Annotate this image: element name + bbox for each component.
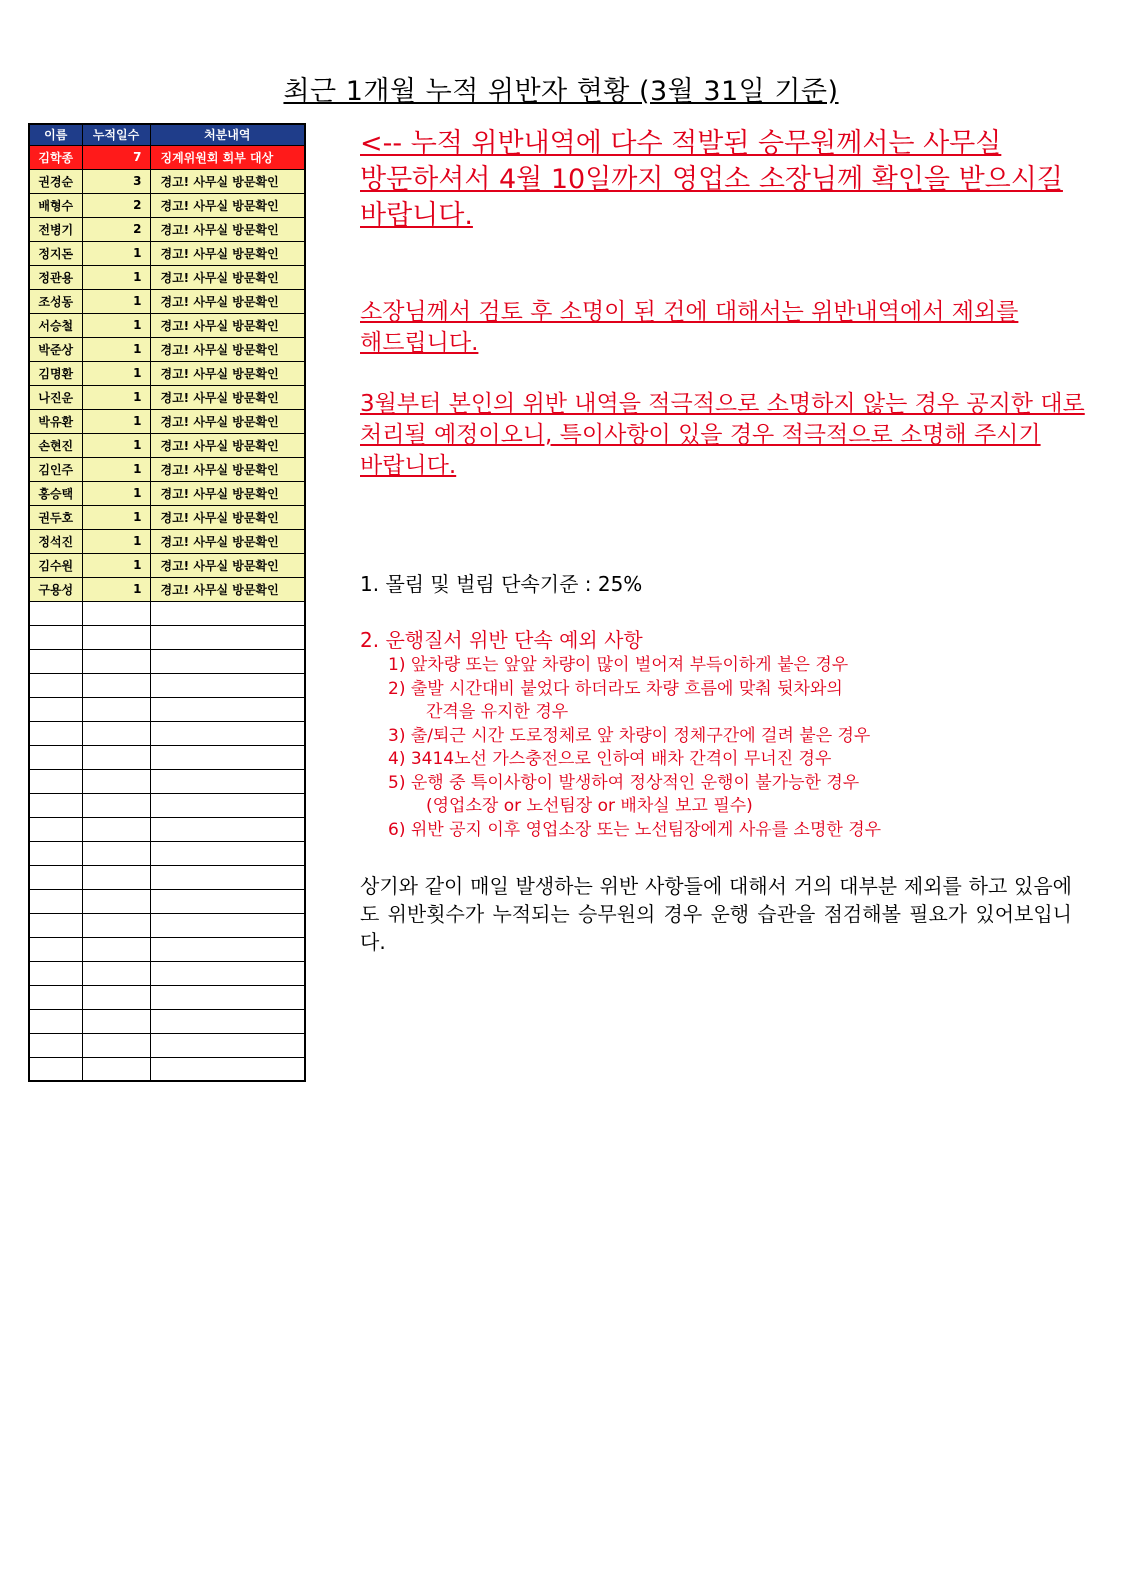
cell-days: 1: [82, 361, 150, 385]
cell-name: 김학종: [29, 145, 82, 169]
table-row-empty: [29, 841, 305, 865]
header-name: 이름: [29, 124, 82, 145]
empty-cell: [82, 889, 150, 913]
empty-cell: [150, 1057, 305, 1081]
empty-cell: [29, 961, 82, 985]
table-row-empty: [29, 961, 305, 985]
table-row-empty: [29, 793, 305, 817]
empty-cell: [82, 913, 150, 937]
table-row: [29, 265, 305, 289]
empty-cell: [150, 937, 305, 961]
empty-cell: [29, 889, 82, 913]
table-row: [29, 409, 305, 433]
table-row-empty: [29, 721, 305, 745]
empty-cell: [82, 745, 150, 769]
cell-days: 1: [82, 313, 150, 337]
empty-cell: [82, 1057, 150, 1081]
empty-cell: [150, 985, 305, 1009]
empty-cell: [150, 961, 305, 985]
cell-name: 조성동: [29, 289, 82, 313]
empty-cell: [150, 1033, 305, 1057]
cell-action: 경고! 사무실 방문확인: [150, 169, 305, 193]
cell-action: 경고! 사무실 방문확인: [150, 529, 305, 553]
empty-cell: [150, 649, 305, 673]
cell-action: 경고! 사무실 방문확인: [150, 385, 305, 409]
table-row-empty: [29, 937, 305, 961]
cell-name: 정석진: [29, 529, 82, 553]
cell-days: 1: [82, 505, 150, 529]
table-row-empty: [29, 673, 305, 697]
cell-days: 1: [82, 553, 150, 577]
empty-cell: [82, 961, 150, 985]
empty-cell: [150, 673, 305, 697]
table-row: [29, 505, 305, 529]
empty-cell: [29, 673, 82, 697]
empty-cell: [82, 841, 150, 865]
table-row: [29, 145, 305, 169]
empty-cell: [29, 865, 82, 889]
table-row: [29, 313, 305, 337]
exceptions-heading: 2. 운행질서 위반 단속 예외 사항: [360, 628, 643, 652]
cell-name: 권두호: [29, 505, 82, 529]
cell-name: 권경순: [29, 169, 82, 193]
empty-cell: [82, 793, 150, 817]
empty-cell: [82, 985, 150, 1009]
table-row-empty: [29, 625, 305, 649]
empty-cell: [29, 721, 82, 745]
cell-action: 경고! 사무실 방문확인: [150, 505, 305, 529]
cell-days: 1: [82, 337, 150, 361]
empty-cell: [82, 1009, 150, 1033]
empty-cell: [82, 769, 150, 793]
cell-action: 경고! 사무실 방문확인: [150, 361, 305, 385]
cell-action: 경고! 사무실 방문확인: [150, 577, 305, 601]
exception-item: 4) 3414노선 가스충전으로 인하여 배차 간격이 무너진 경우: [388, 749, 832, 769]
empty-cell: [82, 937, 150, 961]
table-row: [29, 361, 305, 385]
exception-item: 3) 출/퇴근 시간 도로정체로 앞 차량이 정체구간에 걸려 붙은 경우: [388, 725, 871, 746]
empty-cell: [29, 793, 82, 817]
empty-cell: [29, 841, 82, 865]
cell-name: 홍승택: [29, 481, 82, 505]
table-row-empty: [29, 1033, 305, 1057]
empty-cell: [82, 1033, 150, 1057]
cell-days: 3: [82, 169, 150, 193]
cell-action: 경고! 사무실 방문확인: [150, 193, 305, 217]
empty-cell: [150, 721, 305, 745]
empty-cell: [82, 673, 150, 697]
cell-action: 경고! 사무실 방문확인: [150, 433, 305, 457]
exceptions-list: [388, 654, 1088, 842]
empty-cell: [150, 889, 305, 913]
empty-cell: [82, 721, 150, 745]
table-row: [29, 385, 305, 409]
empty-cell: [29, 601, 82, 625]
table-row-empty: [29, 769, 305, 793]
table-body: [29, 145, 305, 1081]
empty-cell: [29, 937, 82, 961]
empty-cell: [150, 1009, 305, 1033]
notice-processing: 3월부터 본인의 위반 내역을 적극적으로 소명하지 않는 경우 공지한 대로 처리될 예정이오니, 특이사항이 있을 경우 적극적으로 소명해 주시기 바랍니다.: [360, 391, 1085, 479]
page-title: 최근 1개월 누적 위반자 현황 (3월 31일 기준): [283, 76, 839, 107]
cell-days: 1: [82, 577, 150, 601]
cell-action: 경고! 사무실 방문확인: [150, 553, 305, 577]
table-row-empty: [29, 601, 305, 625]
table-row: [29, 193, 305, 217]
cell-days: 1: [82, 481, 150, 505]
cell-name: 손현진: [29, 433, 82, 457]
table-row: [29, 481, 305, 505]
empty-cell: [29, 1057, 82, 1081]
cell-action: 경고! 사무실 방문확인: [150, 265, 305, 289]
cell-action: 경고! 사무실 방문확인: [150, 313, 305, 337]
empty-cell: [29, 625, 82, 649]
cell-name: 배형수: [29, 193, 82, 217]
empty-cell: [29, 1033, 82, 1057]
cell-days: 1: [82, 289, 150, 313]
empty-cell: [150, 745, 305, 769]
empty-cell: [150, 697, 305, 721]
table-row: [29, 217, 305, 241]
empty-cell: [150, 601, 305, 625]
table-row: [29, 529, 305, 553]
table-header-row: [29, 124, 305, 145]
table-row-empty: [29, 913, 305, 937]
empty-cell: [82, 601, 150, 625]
notice-exclusion: 소장님께서 검토 후 소명이 된 건에 대해서는 위반내역에서 제외를 해드립니다.: [360, 299, 1019, 356]
cell-name: 김인주: [29, 457, 82, 481]
empty-cell: [29, 913, 82, 937]
cell-days: 1: [82, 433, 150, 457]
empty-cell: [82, 865, 150, 889]
table-row: [29, 457, 305, 481]
cell-days: 1: [82, 409, 150, 433]
cell-action: 징계위원회 회부 대상: [150, 145, 305, 169]
cell-name: 정지돈: [29, 241, 82, 265]
exception-item: 1) 앞차량 또는 앞앞 차량이 많이 벌어져 부득이하게 붙은 경우: [388, 655, 849, 675]
table-row-empty: [29, 865, 305, 889]
table-row: [29, 553, 305, 577]
empty-cell: [29, 649, 82, 673]
empty-cell: [82, 817, 150, 841]
cell-days: 1: [82, 385, 150, 409]
exception-item: 6) 위반 공지 이후 영업소장 또는 노선팀장에게 사유를 소명한 경우: [388, 819, 882, 840]
empty-cell: [150, 769, 305, 793]
table-row-empty: [29, 817, 305, 841]
table-row: [29, 337, 305, 361]
cell-action: 경고! 사무실 방문확인: [150, 289, 305, 313]
table-row-empty: [29, 1057, 305, 1081]
closing-paragraph: 상기와 같이 매일 발생하는 위반 사항들에 대해서 거의 대부분 제외를 하고 있음에도 위반횟수가 누적되는 승무원의 경우 운행 습관을 점검해볼 필요가 있어보입니다.: [360, 874, 1072, 954]
exception-item: 5) 운행 중 특이사항이 발생하여 정상적인 운행이 불가능한 경우: [388, 772, 860, 793]
empty-cell: [29, 1009, 82, 1033]
cell-action: 경고! 사무실 방문확인: [150, 409, 305, 433]
empty-cell: [82, 649, 150, 673]
cell-days: 2: [82, 217, 150, 241]
cell-action: 경고! 사무실 방문확인: [150, 337, 305, 361]
table-row-empty: [29, 697, 305, 721]
notice-visit-office: <-- 누적 위반내역에 다수 적발된 승무원께서는 사무실 방문하셔서 4월 10일까지 영업소 소장님께 확인을 받으시길 바랍니다.: [360, 128, 1063, 231]
cell-name: 김수원: [29, 553, 82, 577]
cell-action: 경고! 사무실 방문확인: [150, 241, 305, 265]
empty-cell: [82, 625, 150, 649]
empty-cell: [150, 817, 305, 841]
table-row: [29, 433, 305, 457]
violations-table: [28, 123, 306, 1082]
empty-cell: [150, 865, 305, 889]
table-row: [29, 289, 305, 313]
cell-action: 경고! 사무실 방문확인: [150, 457, 305, 481]
header-action: 처분내역: [150, 124, 305, 145]
table-row: [29, 169, 305, 193]
exception-item-continued: 간격을 유지한 경우: [426, 702, 569, 722]
cell-name: 구용성: [29, 577, 82, 601]
empty-cell: [29, 769, 82, 793]
cell-days: 1: [82, 529, 150, 553]
table-row-empty: [29, 1009, 305, 1033]
cell-name: 정관용: [29, 265, 82, 289]
empty-cell: [29, 985, 82, 1009]
cell-name: 박유환: [29, 409, 82, 433]
empty-cell: [150, 913, 305, 937]
cell-days: 1: [82, 241, 150, 265]
cell-name: 박준상: [29, 337, 82, 361]
table-row-empty: [29, 649, 305, 673]
empty-cell: [150, 625, 305, 649]
exception-item: 2) 출발 시간대비 붙었다 하더라도 차량 흐름에 맞춰 뒷차와의: [388, 678, 843, 699]
table-row-empty: [29, 889, 305, 913]
empty-cell: [29, 745, 82, 769]
table-row-empty: [29, 745, 305, 769]
cell-name: 서승철: [29, 313, 82, 337]
cell-days: 2: [82, 193, 150, 217]
cell-days: 1: [82, 457, 150, 481]
cell-name: 전병기: [29, 217, 82, 241]
cell-name: 김명환: [29, 361, 82, 385]
header-days: 누적일수: [82, 124, 150, 145]
cell-action: 경고! 사무실 방문확인: [150, 217, 305, 241]
exception-item-continued: (영업소장 or 노선팀장 or 배차실 보고 필수): [426, 796, 753, 816]
empty-cell: [82, 697, 150, 721]
cell-name: 나진운: [29, 385, 82, 409]
empty-cell: [29, 817, 82, 841]
enforcement-criteria: 1. 몰림 및 벌림 단속기준 : 25%: [360, 572, 643, 596]
table-row: [29, 577, 305, 601]
cell-action: 경고! 사무실 방문확인: [150, 481, 305, 505]
empty-cell: [150, 793, 305, 817]
cell-days: 1: [82, 265, 150, 289]
empty-cell: [150, 841, 305, 865]
empty-cell: [29, 697, 82, 721]
table-row-empty: [29, 985, 305, 1009]
cell-days: 7: [82, 145, 150, 169]
table-row: [29, 241, 305, 265]
